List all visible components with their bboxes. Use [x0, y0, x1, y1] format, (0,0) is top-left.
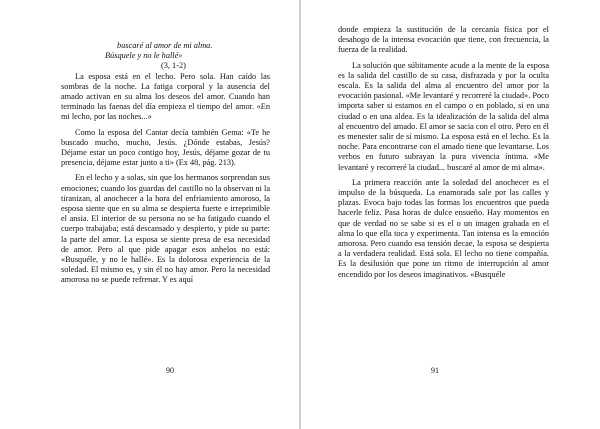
- quote-line-2: Búsquele y no le hallé»: [105, 51, 183, 61]
- right-paragraph-1: donde empieza la sustitución de la cercanía física por el desahogo de la intensa evocación que tiene, con frecuencia, la fuerza de la realidad.: [338, 25, 549, 55]
- left-page: [0, 0, 299, 429]
- left-page-number: 90: [166, 366, 174, 375]
- left-paragraph-2: Como la esposa del Cantar decía también Gema: «Te he buscado mucho, mucho, Jesús. ¿Dónde estabas, Jesús? Déjame estar un poco contigo hoy, Jesús, déjame gozar de tu presencia, déjame estar junto a ti» (Ex 48, pág. 213).: [61, 127, 270, 168]
- left-page-text: [61, 41, 270, 286]
- quote-reference: (3, 1-2): [161, 61, 186, 71]
- right-page: [301, 0, 600, 429]
- epigraph-quote: [81, 41, 270, 72]
- left-paragraph-1: La esposa está en el lecho. Pero sola. Han caído las sombras de la noche. La fatiga corporal y la ausencia del amado activan en su alma los deseos del amor. Cuando han terminado las faenas del día empieza el tiempo del amor. «En mi lecho, por las noches...»: [61, 71, 270, 122]
- left-paragraph-3: En el lecho y a solas, sin que los hermanos sorprendan sus emociones; cuando los guardas del castillo no la observan ni la tiranizan, al anochecer a la hora del enfriamiento amoroso, la esposa siente que en su alma se despierta fuerte e irreprimible el ansia. El interior de su persona no se ha fatigado cuando el cuerpo trabajaba; está descansado y despierto, y pide su parte: la parte del amor. La esposa se siente presa de esa necesidad de amor. Pero al que pide apagar esos anhelos no está: «Busquéle, y no le hallé». Es la dolorosa experiencia de la soledad. El mismo es, y sin él no hay amor. Pero la necesidad amorosa no se puede refrenar. Y es aquí: [61, 173, 270, 285]
- quote-line-1: buscaré al amor de mi alma.: [117, 41, 213, 50]
- right-page-number: 91: [431, 366, 439, 375]
- right-page-text: [338, 25, 549, 280]
- right-paragraph-2: La solución que súbitamente acude a la mente de la esposa es la salida del castillo de su casa, disfrazada y por la oculta escala. Es la salida del alma al encuentro del amor por la evocación pasional. «Me levantaré y recorreré la ciudad». Poco importa saber si estamos en el campo o en poblado, si en una ciudad o en una aldea. Es la idealización de la salida del alma al encuentro del amado. El amor se sacia con el otro. Pero en él es menester salir de sí mismo. La esposa está en el lecho. Es la noche. Para encontrarse con el amado tiene que levantarse. Los verbos en futuro subrayan la pura vivencia íntima. «Me levantaré y recorreré la ciudad... buscaré al amor de mi alma».: [338, 60, 549, 172]
- right-paragraph-3: La primera reacción ante la soledad del anochecer es el impulso de la búsqueda. La enamorada sale por las calles y plazas. Evoca bajo todas las formas los encuentros que pueda hacerle feliz. Pasa horas de dulce ensueño. Hay momentos en que de verdad no se sabe si es el o un imagen grabada en el alma lo que ella toca y experimenta. Tan intensa es la emoción amorosa. Pero cuando esa tensión decae, la esposa se despierta a la verdadera realidad. Está sola. El lecho no tiene compañía. Es la desilusión que pone un ritmo de interrupción al amor encendido por los deseos imaginativos. «Busquéle: [338, 177, 549, 279]
